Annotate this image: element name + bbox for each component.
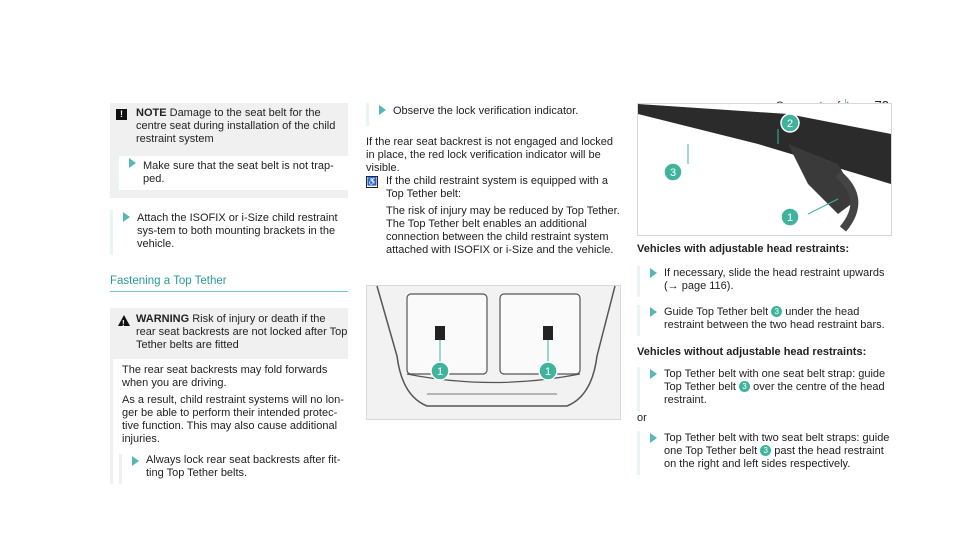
column-1 bbox=[110, 103, 348, 484]
section-heading: Fastening a Top Tether bbox=[110, 275, 227, 287]
step-one-strap bbox=[637, 367, 891, 411]
callout-3-badge: 3 bbox=[771, 306, 782, 317]
top-tether-figure bbox=[637, 103, 892, 236]
warning-step-text: Always lock rear seat backrests after fit-ting Top Tether belts. bbox=[146, 454, 341, 479]
callout-label: 2 bbox=[786, 118, 794, 130]
rear-seat-diagram bbox=[367, 286, 620, 419]
top-tether-anchor-icon bbox=[435, 326, 445, 340]
step-observe bbox=[366, 103, 622, 126]
arrow-icon bbox=[132, 456, 139, 466]
step-slide bbox=[637, 266, 891, 297]
rear-seat-figure bbox=[366, 285, 621, 420]
warning-body-2: As a result, child restraint systems will no lon-ger be able to perform their intended protec-tive function. This may also cause additional injuries. bbox=[122, 394, 344, 445]
step-guide-text-a: Guide Top Tether belt bbox=[664, 306, 769, 318]
note-header bbox=[110, 107, 348, 146]
warning-body bbox=[110, 359, 348, 484]
arrow-icon bbox=[650, 268, 657, 278]
step-one-strap-a: Top Tether belt with one seat belt strap: guide Top Tether belt bbox=[664, 368, 886, 393]
step-slide-text: If necessary, slide the head restraint upwards (→ page 116). bbox=[664, 267, 885, 292]
arrow-icon bbox=[123, 212, 130, 222]
step-two-straps-b: past the head restraint on the right and left sides respectively. bbox=[664, 445, 884, 470]
note-step-text: Make sure that the seat belt is not trap-ped. bbox=[143, 160, 334, 185]
note-text: Damage to the seat belt for the centre seat during installation of the child restraint system bbox=[136, 107, 336, 145]
note-box bbox=[110, 103, 348, 198]
warning-box bbox=[110, 308, 348, 359]
column-3 bbox=[637, 243, 891, 475]
step-isofix-text: Attach the ISOFIX or i-Size child restraint sys-tem to both mounting brackets in the vehicle. bbox=[137, 212, 338, 250]
lock-paragraph: If the rear seat backrest is not engaged and locked in place, the red lock verification indicator will be visible. bbox=[366, 136, 614, 174]
arrow-icon bbox=[650, 307, 657, 317]
tip-line-1: If the child restraint system is equipped with a Top Tether belt: bbox=[386, 175, 608, 200]
note-step bbox=[116, 156, 348, 190]
note-label: NOTE bbox=[136, 107, 167, 119]
step-observe-text: Observe the lock verification indicator. bbox=[393, 105, 579, 117]
arrow-icon bbox=[650, 369, 657, 379]
warning-text: Risk of injury or death if the rear seat backrests are not locked after Top Tether belts are fitted bbox=[136, 313, 348, 351]
tip-line-2: The risk of injury may be reduced by Top Tether. The Top Tether belt enables an additional connection between the child restraint system attached with ISOFIX or i-Size and the vehicle. bbox=[386, 205, 620, 256]
warning-body-1: The rear seat backrests may fold forwards when you are driving. bbox=[122, 364, 328, 389]
arrow-icon bbox=[129, 158, 136, 168]
callout-label: 1 bbox=[544, 366, 552, 378]
arrow-icon bbox=[379, 105, 386, 115]
warning-step bbox=[119, 454, 348, 484]
top-tether-anchor-icon bbox=[543, 326, 553, 340]
tip-block bbox=[366, 175, 622, 257]
subheading-adjustable: Vehicles with adjustable head restraints: bbox=[637, 243, 850, 255]
arrow-icon bbox=[650, 433, 657, 443]
step-isofix bbox=[110, 210, 348, 255]
warning-header bbox=[110, 313, 348, 352]
child-seat-icon: ♿ bbox=[367, 177, 377, 186]
subheading-non-adjustable: Vehicles without adjustable head restraints: bbox=[637, 346, 867, 358]
top-tether-diagram bbox=[638, 104, 891, 235]
callout-label: 3 bbox=[669, 167, 677, 179]
exclamation-icon: ! bbox=[116, 109, 127, 120]
callout-3-badge: 3 bbox=[760, 445, 771, 456]
or-label: or bbox=[637, 412, 647, 424]
warning-triangle-icon: ! bbox=[118, 315, 130, 326]
callout-label: 1 bbox=[786, 212, 794, 224]
step-two-straps bbox=[637, 431, 891, 475]
step-two-straps-a: Top Tether belt with two seat belt straps: guide one Top Tether belt bbox=[664, 432, 890, 457]
column-2 bbox=[366, 103, 622, 257]
callout-label: 1 bbox=[436, 366, 444, 378]
step-guide-text-b: under the head restraint between the two head restraint bars. bbox=[664, 306, 885, 331]
callout-3-badge: 3 bbox=[739, 381, 750, 392]
warning-label: WARNING bbox=[136, 313, 190, 325]
step-guide bbox=[637, 305, 891, 336]
step-one-strap-b: over the centre of the head restraint. bbox=[664, 381, 885, 406]
heading-underline bbox=[110, 291, 348, 292]
